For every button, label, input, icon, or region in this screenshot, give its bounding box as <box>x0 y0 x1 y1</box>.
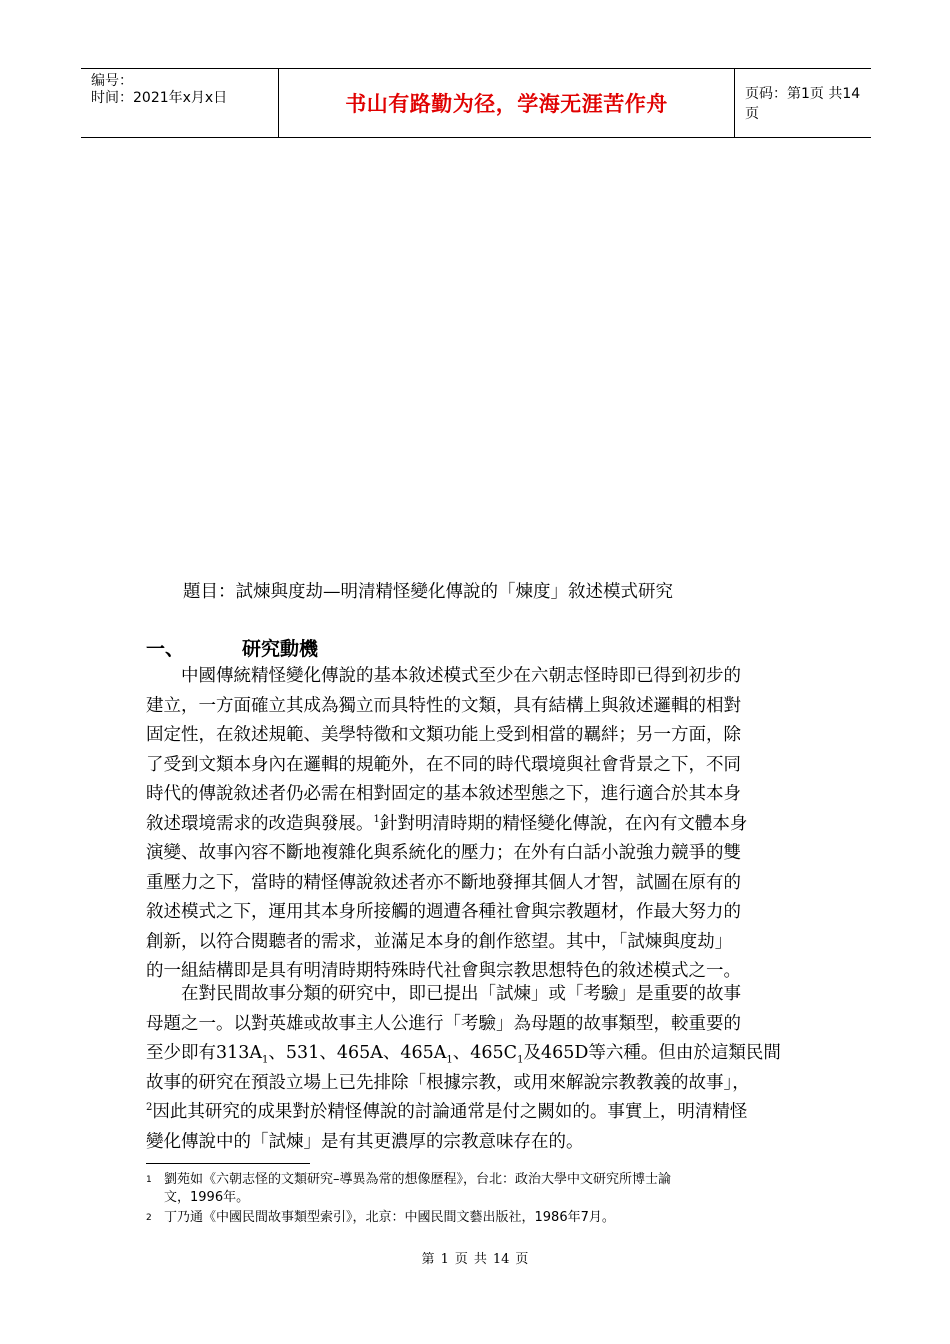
footer-word: 第 <box>421 1252 435 1267</box>
footnote-divider <box>146 1163 310 1164</box>
text-line: 固定性，在敘述規範、美學特徵和文類功能上受到相當的羈絆；另一方面，除 <box>146 725 741 745</box>
page-info: 页码：第1页 共14页 <box>745 86 861 122</box>
paper-title: 題目：試煉與度劫—明清精怪變化傳說的「煉度」敘述模式研究 <box>183 582 673 602</box>
footer-word: 共 <box>473 1252 487 1267</box>
text-line: 敘述模式之下，運用其本身所接觸的週遭各種社會與宗教題材，作最大努力的 <box>146 902 741 922</box>
subscript: 1 <box>517 1054 524 1066</box>
paragraph-motivation-2 <box>146 980 810 1157</box>
footnote-ref[interactable]: 2 <box>146 1102 153 1114</box>
footnote-text-cont: 文，1996年。 <box>164 1190 250 1205</box>
motto-text: 书山有路勤为径，学海无涯苦作舟 <box>345 92 668 116</box>
footnote-1 <box>146 1171 810 1207</box>
header-motto-cell <box>279 69 735 137</box>
text-line: 母題之一。以對英雄或故事主人公進行「考驗」為母題的故事類型，較重要的 <box>146 1013 741 1034</box>
text-line: 演變、故事內容不斷地複雜化與系統化的壓力；在外有白話小說強力競爭的雙 <box>146 843 741 863</box>
text-line: 在對民間故事分類的研究中，即已提出「試煉」或「考驗」是重要的故事 <box>146 984 741 1004</box>
text-line <box>146 1098 810 1128</box>
footnote-text: 劉苑如《六朝志怪的文類研究–導異為常的想像歷程》，台北：政治大學中文研究所博士論 <box>164 1172 672 1187</box>
subscript: 1 <box>262 1054 269 1066</box>
text-fragment: 、531、465A、465A <box>268 1043 447 1063</box>
text-line: 的一組結構即是具有明清時期特殊時代社會與宗教思想特色的敘述模式之一。 <box>146 961 741 981</box>
footer-word: 页 <box>515 1252 529 1267</box>
header-meta-cell <box>81 69 279 137</box>
subscript: 1 <box>446 1054 453 1066</box>
text-line <box>146 810 810 840</box>
footer-total-pages: 14 <box>492 1252 510 1267</box>
footer-word: 页 <box>454 1252 468 1267</box>
footnote-2 <box>146 1209 810 1227</box>
section-number: 一、 <box>146 638 185 660</box>
footnote-ref[interactable]: 1 <box>373 813 380 825</box>
page-footer <box>0 1248 950 1267</box>
footnote-mark: 1 <box>146 1175 152 1185</box>
text-fragment: 、465C <box>452 1043 518 1063</box>
section-title: 研究動機 <box>242 638 319 660</box>
footnote-text: 丁乃通《中國民間故事類型索引》，北京：中國民間文藝出版社，1986年7月。 <box>164 1210 615 1225</box>
date-label: 时间：2021年x月x日 <box>91 90 228 106</box>
paragraph-motivation-1 <box>146 662 810 987</box>
footnote-mark: 2 <box>146 1213 152 1223</box>
section-heading <box>146 634 318 661</box>
text-line: 故事的研究在預設立場上已先排除「根據宗教，或用來解說宗教教義的故事」， <box>146 1072 750 1093</box>
text-line: 變化傳說中的「試煉」是有其更濃厚的宗教意味存在的。 <box>146 1131 584 1152</box>
document-header-table <box>81 68 871 138</box>
text-line: 創新，以符合閱聽者的需求，並滿足本身的創作慾望。其中，「試煉與度劫」 <box>146 931 733 952</box>
text-line: 建立，一方面確立其成為獨立而具特性的文類，具有結構上與敘述邏輯的相對 <box>146 695 741 716</box>
text-fragment: 及465D等六種。但由於這類民間 <box>523 1043 781 1063</box>
text-fragment: 敘述環境需求的改造與發展。 <box>146 813 374 834</box>
header-page-cell <box>735 69 871 137</box>
text-fragment: 至少即有313A <box>146 1043 263 1063</box>
text-line: 重壓力之下，當時的精怪傳說敘述者亦不斷地發揮其個人才智，試圖在原有的 <box>146 872 741 893</box>
text-line: 中國傳統精怪變化傳說的基本敘述模式至少在六朝志怪時即已得到初步的 <box>146 666 741 686</box>
text-fragment: 因此其研究的成果對於精怪傳說的討論通常是付之闕如的。事實上，明清精怪 <box>152 1102 748 1122</box>
number-label: 编号： <box>91 73 133 89</box>
text-line <box>146 1039 810 1069</box>
footer-page-number: 1 <box>440 1252 449 1267</box>
text-line: 了受到文類本身內在邏輯的規範外，在不同的時代環境與社會背景之下，不同 <box>146 754 741 775</box>
text-line: 時代的傳說敘述者仍必需在相對固定的基本敘述型態之下，進行適合於其本身 <box>146 784 741 804</box>
text-fragment: 針對明清時期的精怪變化傳說，在內有文體本身 <box>379 813 748 834</box>
